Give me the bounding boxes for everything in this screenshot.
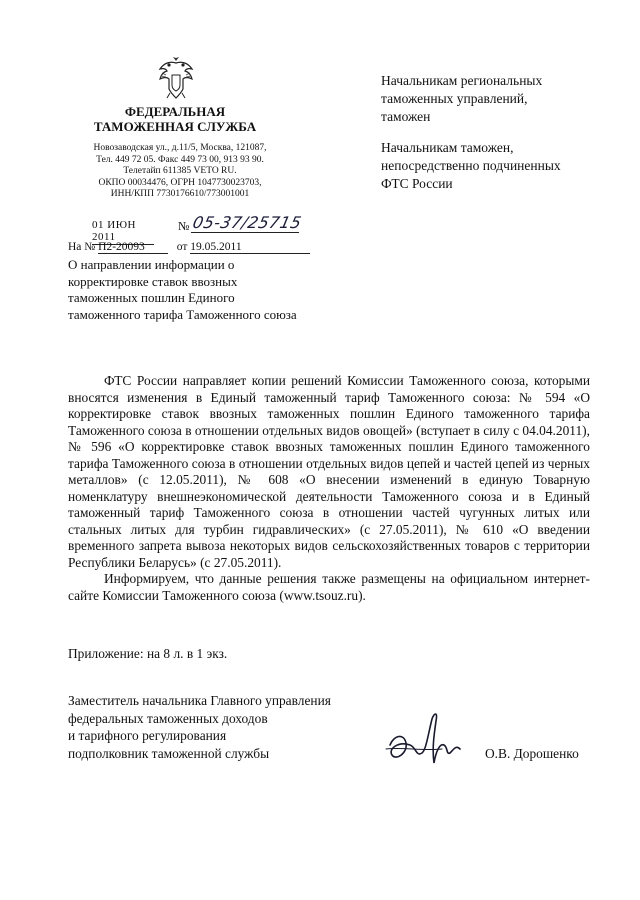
recipient-line: ФТС России xyxy=(381,176,453,191)
letter-subject: О направлении информации о корректировке ставок ввозных таможенных пошлин Единого таможенного тарифа Таможенного союза xyxy=(68,257,297,322)
signer-title-line: Заместитель начальника Главного управления xyxy=(68,693,331,708)
recipient-line: непосредственно подчиненных xyxy=(381,158,561,173)
address-line: Телетайп 611385 VETO RU. xyxy=(123,166,237,176)
recipient-line: Начальникам таможен, xyxy=(381,140,514,155)
recipient-line: таможенных управлений, xyxy=(381,91,528,106)
signer-title-line: подполковник таможенной службы xyxy=(68,745,270,761)
recipients-block xyxy=(381,72,621,206)
organization-name xyxy=(70,104,280,134)
registration-line xyxy=(92,213,312,243)
body-paragraph-2: Информируем, что данные решения также размещены на официальном интернет-сайте Комиссии Таможенного союза (www.tsouz.ru). xyxy=(68,571,590,603)
ref-label: На № xyxy=(68,241,96,253)
attachment-note: Приложение: на 8 л. в 1 экз. xyxy=(68,646,228,661)
recipient-line: таможен xyxy=(381,109,431,124)
address-line: Тел. 449 72 05. Факс 449 73 00, 913 93 90. xyxy=(96,154,264,165)
letter-body xyxy=(68,373,590,604)
ref-date: 19.05.2011 xyxy=(190,241,310,254)
reference-line xyxy=(68,241,310,254)
outgoing-date: 01 ИЮН 2011 xyxy=(92,219,154,245)
body-paragraph-1: ФТС России направляет копии решений Комиссии Таможенного союза, которыми вносятся изменения в Единый таможенный тариф Таможенного союза: № 594 «О корректировке ставок ввозных таможенных пошлин Единого таможенного тарифа Таможенного союза в отношении отдельных видов овощей» (вступает в силу с 04.04.2011), № 596 «О корректировке ставок ввозных таможенных пошлин Единого таможенного тарифа Таможенного союза в отношении отдельных видов цепей и частей цепей из черных металлов» (с 12.05.2011), № 608 «О внесении изменений в единую Товарную номенклатуру внешнеэкономической деятельности Таможенного союза и в Единый таможенный тариф Таможенного союза в отношении частей чугунных литых или стальных литых для турбин гидравлических» (с 27.05.2011), № 610 «О введении временного запрета вывоза некоторых видов сельскохозяйственных товаров с территории Республики Беларусь» (с 27.05.2011). xyxy=(68,373,590,570)
address-line: Новозаводская ул., д.11/5, Москва, 121087, xyxy=(93,143,267,153)
recipient-group-1 xyxy=(381,72,621,126)
ref-date-label: от xyxy=(176,241,188,253)
number-label: № xyxy=(178,219,190,233)
signer-title-line: федеральных таможенных доходов xyxy=(68,710,268,726)
address-line: ОКПО 00034476, ОГРН 1047730023703, xyxy=(98,177,262,188)
handwritten-signature xyxy=(382,705,472,775)
signer-title xyxy=(68,692,388,762)
org-line-1: ФЕДЕРАЛЬНАЯ xyxy=(124,104,226,119)
signer-name: О.В. Дорошенко xyxy=(485,746,579,761)
coat-of-arms-icon xyxy=(156,55,196,101)
outgoing-number: 05-37/25715 xyxy=(191,213,304,232)
recipient-group-2 xyxy=(381,139,621,193)
address-line: ИНН/КПП 7730176610/773001001 xyxy=(110,189,250,199)
organization-address xyxy=(70,143,290,201)
signer-title-line: и тарифного регулирования xyxy=(68,728,227,743)
ref-number: П2-20093 xyxy=(98,241,168,254)
recipient-line: Начальникам региональных xyxy=(381,73,543,88)
org-line-2: ТАМОЖЕННАЯ СЛУЖБА xyxy=(93,119,257,134)
